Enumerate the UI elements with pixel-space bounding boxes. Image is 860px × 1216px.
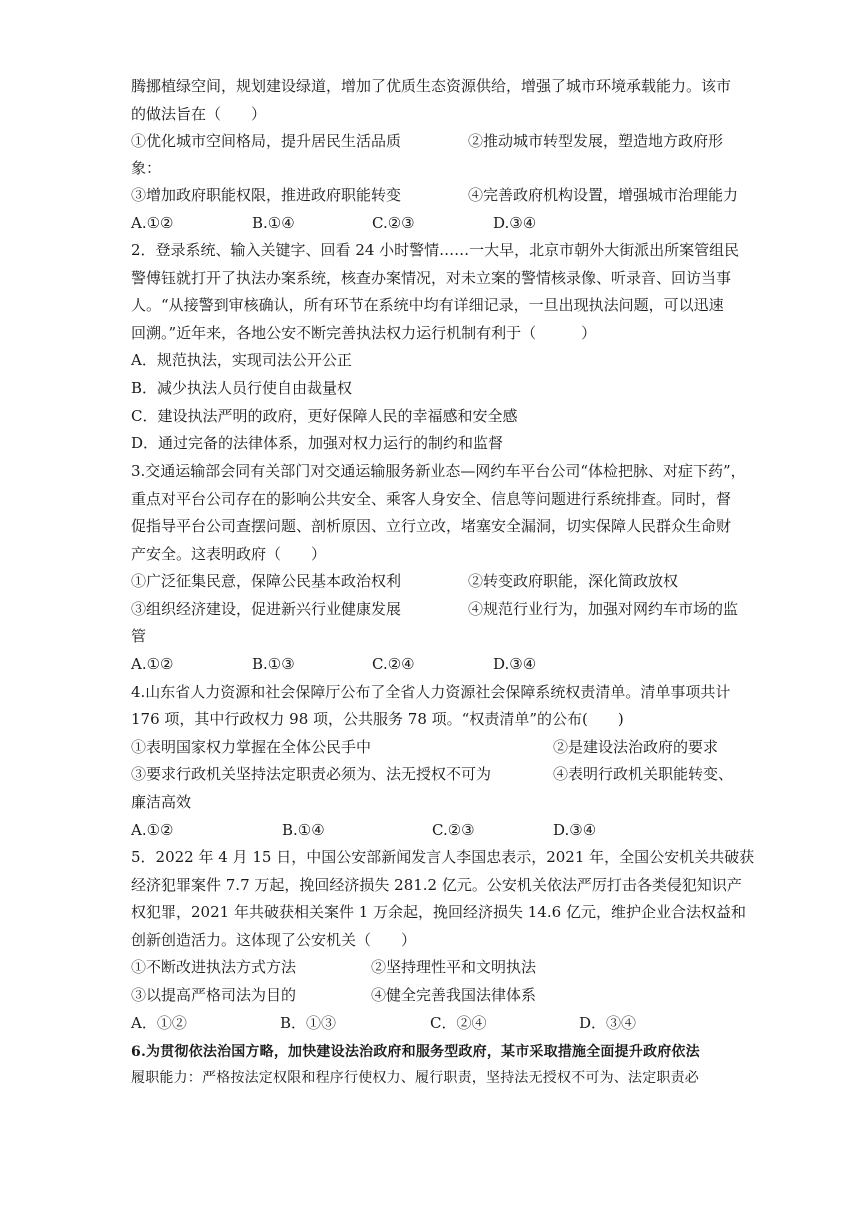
q1-option-2: ②推动城市转型发展，塑造地方政府形	[468, 132, 724, 150]
q5-choice-a: A．①②	[131, 1014, 187, 1032]
q5-option-4: ④健全完善我国法律体系	[371, 986, 537, 1004]
q3-choice-d: D.③④	[493, 655, 537, 673]
q3-stem-line-3: 促指导平台公司查摆问题、剖析原因、立行立改，堵塞安全漏洞，切实保障人民群众生命财	[131, 517, 732, 535]
q5-option-2: ②坚持理性平和文明执法	[371, 958, 537, 976]
q5-option-1: ①不断改进执法方式方法	[131, 958, 297, 976]
q6-stem-line-1: 6.为贯彻依法治国方略，加快建设法治政府和服务型政府，某市采取措施全面提升政府依法	[131, 1044, 700, 1060]
q1-option-1: ①优化城市空间格局，提升居民生活品质	[131, 132, 402, 150]
q4-option-3: ③要求行政机关坚持法定职责必须为、法无授权不可为	[131, 765, 492, 783]
q5-choice-d: D．③④	[579, 1014, 637, 1032]
q1-choice-c: C.②③	[372, 214, 415, 232]
q4-choice-a: A.①②	[131, 821, 174, 839]
q4-stem-line-2: 176 项，其中行政权力 98 项，公共服务 78 项。“权责清单”的公布( )	[131, 710, 624, 728]
q1-option-4: ④完善政府机构设置，增强城市治理能力	[468, 186, 739, 204]
q4-choice-d: D.③④	[553, 821, 597, 839]
q4-option-4-continued: 廉洁高效	[131, 793, 192, 811]
q2-stem-line-2: 警傅钰就打开了执法办案系统，核查办案情况，对未立案的警情核录像、听录音、回访当事	[131, 269, 732, 287]
q3-option-4: ④规范行业行为，加强对网约车市场的监	[468, 600, 739, 618]
q3-option-2: ②转变政府职能，深化简政放权	[468, 572, 679, 590]
q4-option-4: ④表明行政机关职能转变、	[553, 765, 734, 783]
q2-choice-a: A．规范执法，实现司法公开公正	[131, 351, 352, 369]
q2-choice-c: C．建设执法严明的政府，更好保障人民的幸福感和安全感	[131, 407, 518, 425]
q5-stem-line-2: 经济犯罪案件 7.7 万起，挽回经济损失 281.2 亿元。公安机关依法严厉打击各类侵犯知识产	[131, 876, 742, 894]
q3-stem-line-4: 产安全。这表明政府（ ）	[131, 545, 327, 563]
q3-option-4-continued: 管	[131, 627, 147, 645]
q4-option-1: ①表明国家权力掌握在全体公民手中	[131, 738, 372, 756]
q1-stem-line-2: 的做法旨在（ ）	[131, 105, 267, 123]
q1-stem-line-1: 腾挪植绿空间，规划建设绿道，增加了优质生态资源供给，增强了城市环境承载能力。该市	[131, 77, 732, 95]
q2-stem-line-4: 回溯。”近年来，各地公安不断完善执法权力运行机制有利于（ ）	[131, 324, 597, 342]
q6-stem-line-2: 履职能力：严格按法定权限和程序行使权力、履行职责，坚持法无授权不可为、法定职责必	[131, 1070, 699, 1086]
q1-choice-b: B.①④	[252, 214, 295, 232]
q4-option-2: ②是建设法治政府的要求	[553, 738, 719, 756]
q2-stem-line-3: 人。“从接警到审核确认，所有环节在系统中均有详细记录，一旦出现执法问题，可以迅速	[131, 296, 724, 314]
q2-choice-b: B．减少执法人员行使自由裁量权	[131, 379, 353, 397]
q4-choice-c: C.②③	[432, 821, 475, 839]
q1-option-3: ③增加政府职能权限，推进政府职能转变	[131, 186, 402, 204]
q5-choice-b: B．①③	[280, 1014, 337, 1032]
q4-choice-b: B.①④	[282, 821, 325, 839]
q3-choice-a: A.①②	[131, 655, 174, 673]
q3-stem-line-2: 重点对平台公司存在的影响公共安全、乘客人身安全、信息等问题进行系统排查。同时，督	[131, 490, 732, 508]
q1-choice-d: D.③④	[493, 214, 537, 232]
q2-choice-d: D．通过完备的法律体系，加强对权力运行的制约和监督	[131, 434, 504, 452]
q1-choice-a: A.①②	[131, 214, 174, 232]
q4-stem-line-1: 4.山东省人力资源和社会保障厅公布了全省人力资源社会保障系统权责清单。清单事项共计	[131, 683, 731, 701]
q3-choice-b: B.①③	[252, 655, 295, 673]
q2-stem-line-1: 2．登录系统、输入关键字、回看 24 小时警情……一大早，北京市朝外大街派出所案管组民	[131, 241, 740, 259]
q5-stem-line-4: 创新创造活力。这体现了公安机关（ ）	[131, 931, 417, 949]
q5-choice-c: C．②④	[430, 1014, 487, 1032]
q5-option-3: ③以提高严格司法为目的	[131, 986, 297, 1004]
q5-stem-line-1: 5．2022 年 4 月 15 日，中国公安部新闻发言人李国忠表示，2021 年，全国公安机关共破获	[131, 848, 755, 866]
q3-choice-c: C.②④	[372, 655, 415, 673]
q3-option-1: ①广泛征集民意，保障公民基本政治权利	[131, 572, 402, 590]
q3-stem-line-1: 3.交通运输部会同有关部门对交通运输服务新业态—网约车平台公司“体检把脉、对症下药”，	[131, 462, 746, 480]
q1-option-2-continued: 象：	[131, 159, 162, 177]
q3-option-3: ③组织经济建设，促进新兴行业健康发展	[131, 600, 402, 618]
q5-stem-line-3: 权犯罪，2021 年共破获相关案件 1 万余起，挽回经济损失 14.6 亿元，维护企业合法权益和	[131, 903, 746, 921]
